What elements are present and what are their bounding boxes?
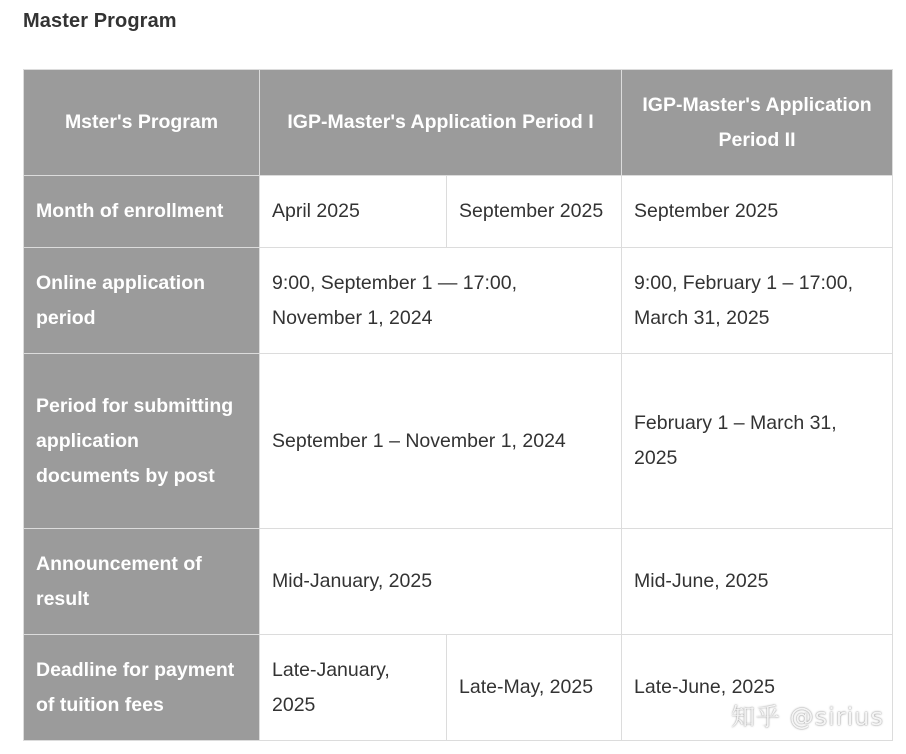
- header-period-1: IGP-Master's Application Period I: [260, 70, 622, 176]
- cell-announcement-p1: Mid-January, 2025: [260, 529, 622, 635]
- table-row: [24, 176, 893, 248]
- header-period-2: IGP-Master's Application Period II: [622, 70, 893, 176]
- row-label-tuition-deadline: Deadline for payment of tuition fees: [24, 635, 260, 741]
- cell-online-application-p1: 9:00, September 1 — 17:00, November 1, 2024: [260, 248, 622, 354]
- cell-enrollment-p1-september: September 2025: [447, 176, 622, 248]
- cell-enrollment-p1-april: April 2025: [260, 176, 447, 248]
- row-label-announcement: Announcement of result: [24, 529, 260, 635]
- cell-announcement-p2: Mid-June, 2025: [622, 529, 893, 635]
- cell-tuition-p1-january: Late-January, 2025: [260, 635, 447, 741]
- table-row: [24, 354, 893, 529]
- cell-tuition-p2: Late-June, 2025: [622, 635, 893, 741]
- header-program: Mster's Program: [24, 70, 260, 176]
- cell-submission-p1: September 1 – November 1, 2024: [260, 354, 622, 529]
- table-row: [24, 529, 893, 635]
- cell-enrollment-p2: September 2025: [622, 176, 893, 248]
- row-label-online-application: Online application period: [24, 248, 260, 354]
- schedule-table: [23, 69, 893, 741]
- table-header-row: [24, 70, 893, 176]
- cell-tuition-p1-may: Late-May, 2025: [447, 635, 622, 741]
- page-title: Master Program: [23, 10, 177, 32]
- table-row: [24, 248, 893, 354]
- row-label-submission-period: Period for submitting application documents by post: [24, 354, 260, 529]
- row-label-enrollment: Month of enrollment: [24, 176, 260, 248]
- cell-submission-p2: February 1 – March 31, 2025: [622, 354, 893, 529]
- cell-online-application-p2: 9:00, February 1 – 17:00, March 31, 2025: [622, 248, 893, 354]
- watermark: 知乎 @sirius: [730, 703, 884, 731]
